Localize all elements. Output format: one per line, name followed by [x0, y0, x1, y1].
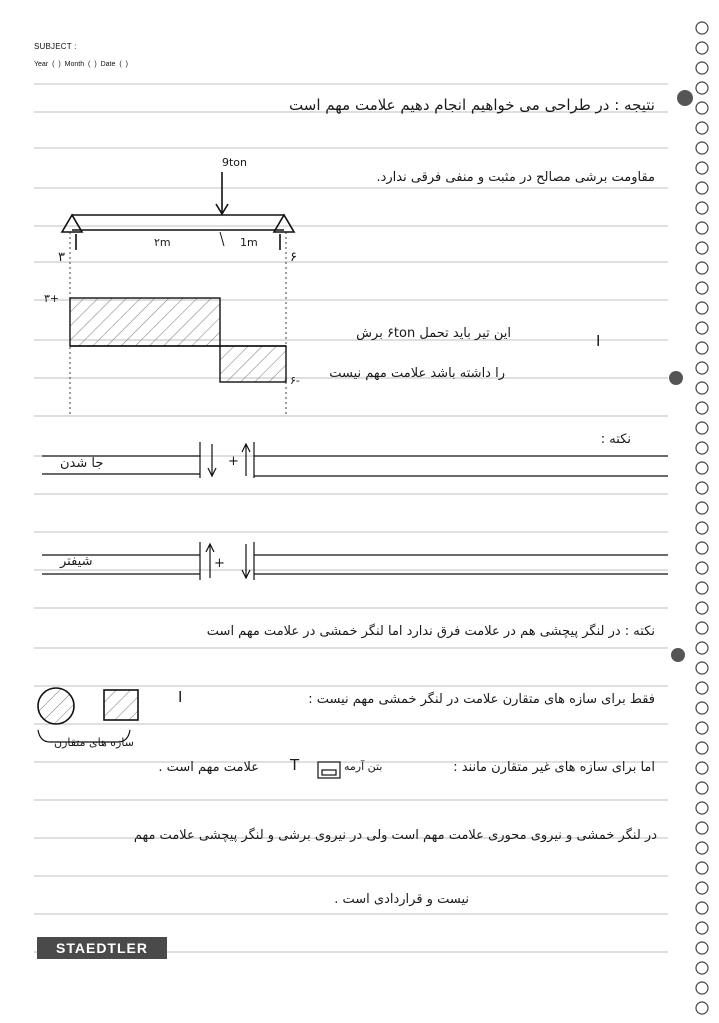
note-shear-b: را داشته باشد علامت مهم نیست [329, 366, 505, 381]
date-line: Year ( ) Month ( ) Date ( ) [34, 61, 128, 68]
note-line-3: نکته : در لنگر پیچشی هم در علامت فرق ندارد اما لنگر خمشی در علامت مهم است [206, 624, 655, 639]
note-line-6: در لنگر خمشی و نیروی محوری علامت مهم است ولی در نیروی برشی و لنگر پیچشی علامت مهم [133, 828, 657, 843]
note-line-5a: اما برای سازه های غیر متقارن مانند : [453, 760, 655, 775]
symmetric-sections [38, 688, 138, 742]
note-line-1: نتیجه : در طراحی می خواهیم انجام دهیم علامت مهم است [289, 96, 655, 114]
subject-label: SUBJECT : [34, 42, 77, 51]
sign-box-1 [42, 442, 668, 478]
brand-logo: STAEDTLER [37, 937, 167, 959]
note-label: نکته : [600, 432, 631, 447]
span-left: ۲m [154, 236, 171, 249]
dark-holes [669, 90, 693, 662]
note-line-5b: بتن آرمه [344, 760, 383, 773]
box1-label: جا شدن [60, 456, 104, 471]
note-line-7: نیست و قراردادی است . [334, 892, 469, 907]
sign-box-2 [42, 542, 668, 580]
symbol-i: I [596, 332, 601, 350]
box2-sign: + [214, 556, 225, 571]
note-shear-a: این تیر باید تحمل ۶ton برش [356, 326, 511, 341]
note-line-5c: علامت مهم است . [158, 760, 259, 775]
note-line-4: فقط برای سازه های متقارن علامت در لنگر خمشی مهم نیست : [308, 692, 655, 707]
symbol-i2: I [178, 688, 183, 706]
box2-label: شیفتر [60, 554, 93, 569]
shapes-caption: سازه های متقارن [54, 736, 134, 749]
right-reaction: ۶ [290, 250, 297, 265]
span-right: 1m [240, 236, 258, 249]
shear-negative: -۶ [290, 374, 300, 387]
box-section [318, 762, 340, 778]
note-line-2: مقاومت برشی مصالح در مثبت و منفی فرقی ندارد. [376, 170, 655, 185]
spiral-holes [696, 22, 708, 1014]
shear-positive: +۳ [44, 292, 60, 305]
box1-sign: + [228, 454, 239, 469]
load-label: 9ton [222, 156, 248, 169]
left-reaction: ۳ [58, 250, 65, 265]
symbol-t: T [290, 756, 300, 774]
